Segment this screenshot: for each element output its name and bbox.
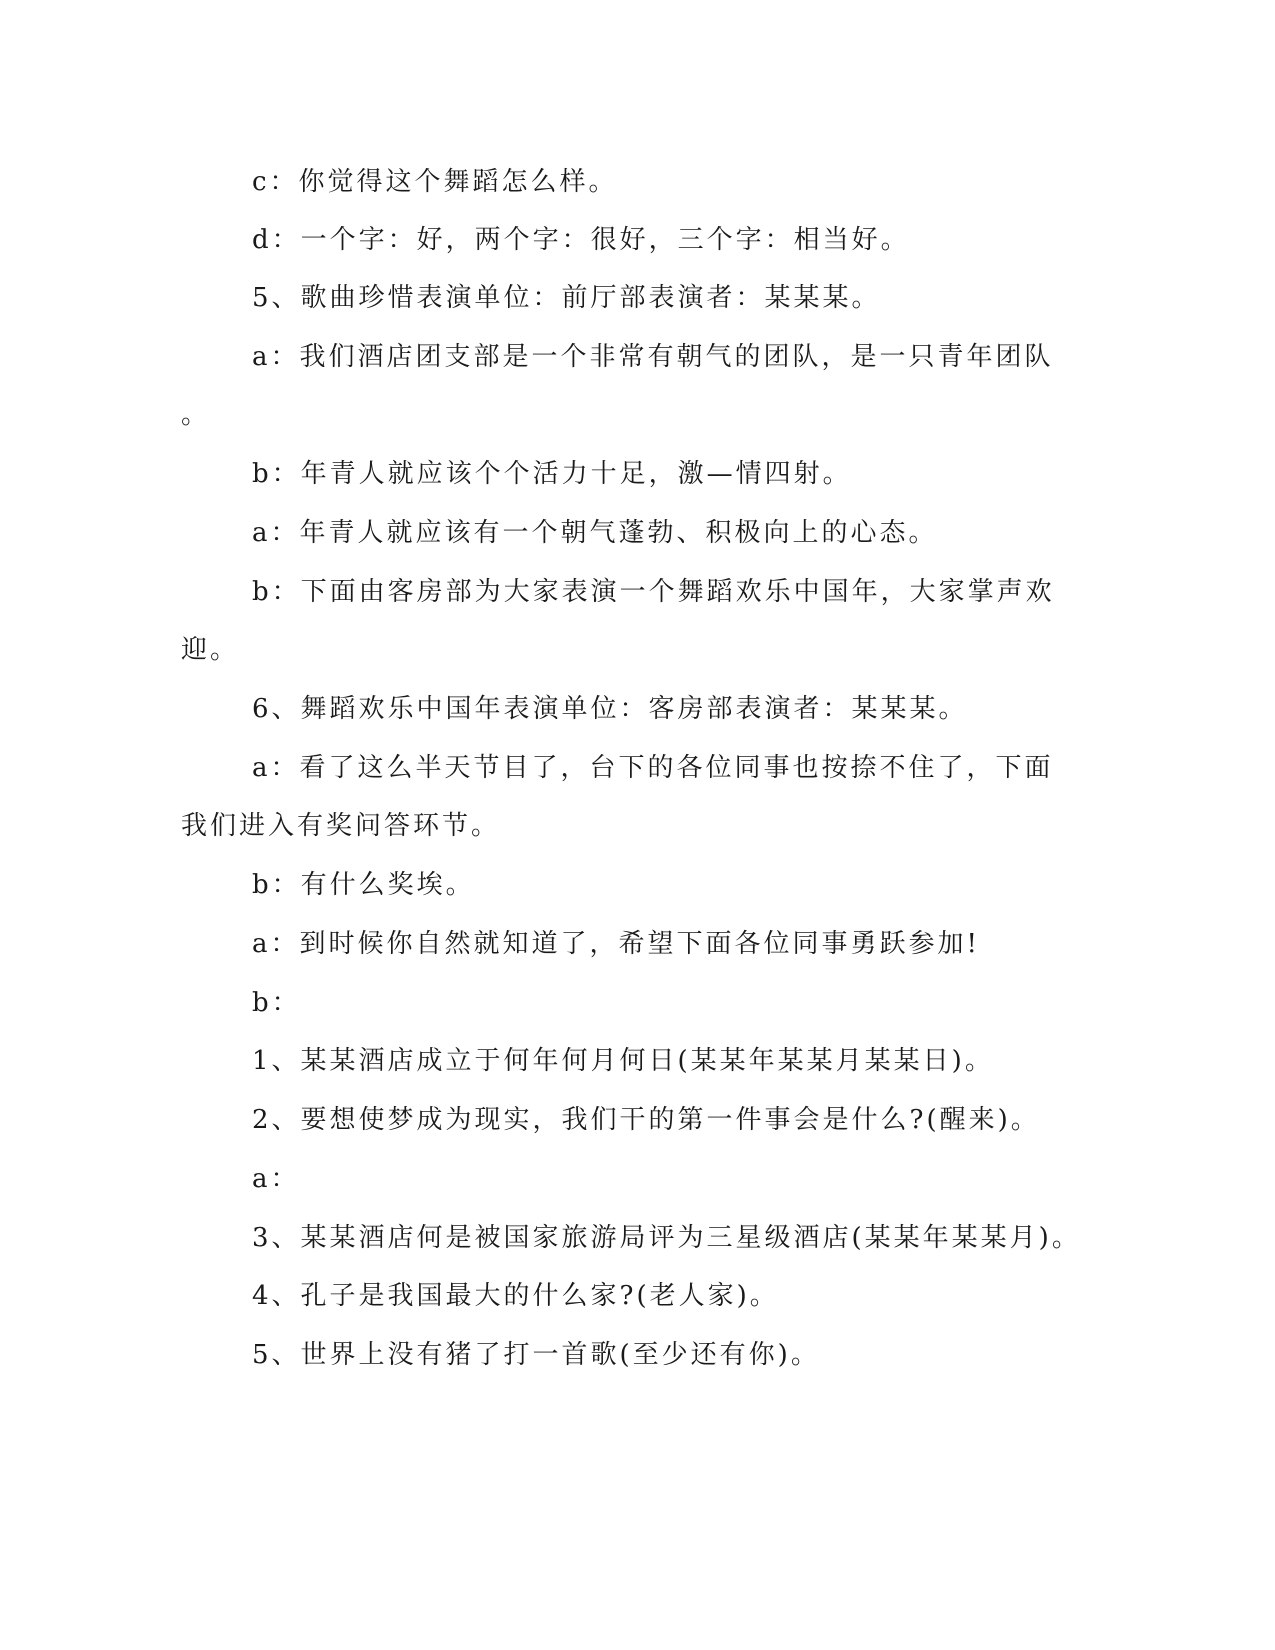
- text-line: b：下面由客房部为大家表演一个舞蹈欢乐中国年，大家掌声欢: [252, 577, 1055, 607]
- text-line: 6、舞蹈欢乐中国年表演单位：客房部表演者：某某某。: [252, 694, 968, 724]
- text-line: 5、世界上没有猪了打一首歌(至少还有你)。: [252, 1340, 820, 1370]
- text-line: c：你觉得这个舞蹈怎么样。: [252, 167, 618, 197]
- text-line: b：有什么奖埃。: [252, 870, 475, 900]
- text-line: 2、要想使梦成为现实，我们干的第一件事会是什么?(醒来)。: [252, 1105, 1040, 1135]
- text-line: a：看了这么半天节目了，台下的各位同事也按捺不住了，下面: [252, 753, 1054, 783]
- text-line: d：一个字：好，两个字：很好，三个字：相当好。: [252, 225, 910, 255]
- text-line: 迎。: [181, 635, 240, 665]
- text-line: 1、某某酒店成立于何年何月何日(某某年某某月某某日)。: [252, 1046, 994, 1076]
- text-line: a：: [252, 1164, 300, 1194]
- text-line: b：: [252, 988, 301, 1018]
- text-line: a：我们酒店团支部是一个非常有朝气的团队，是一只青年团队: [252, 342, 1054, 372]
- text-line: 我们进入有奖问答环节。: [181, 811, 501, 841]
- text-line: 5、歌曲珍惜表演单位：前厅部表演者：某某某。: [252, 283, 881, 313]
- text-line: b：年青人就应该个个活力十足，激—情四射。: [252, 459, 852, 489]
- text-line: a：年青人就应该有一个朝气蓬勃、积极向上的心态。: [252, 518, 938, 548]
- text-line: 。: [181, 400, 211, 430]
- text-line: 3、某某酒店何是被国家旅游局评为三星级酒店(某某年某某月)。: [252, 1223, 1081, 1253]
- text-line: 4、孔子是我国最大的什么家?(老人家)。: [252, 1281, 779, 1311]
- text-line: a：到时候你自然就知道了，希望下面各位同事勇跃参加!: [252, 929, 980, 959]
